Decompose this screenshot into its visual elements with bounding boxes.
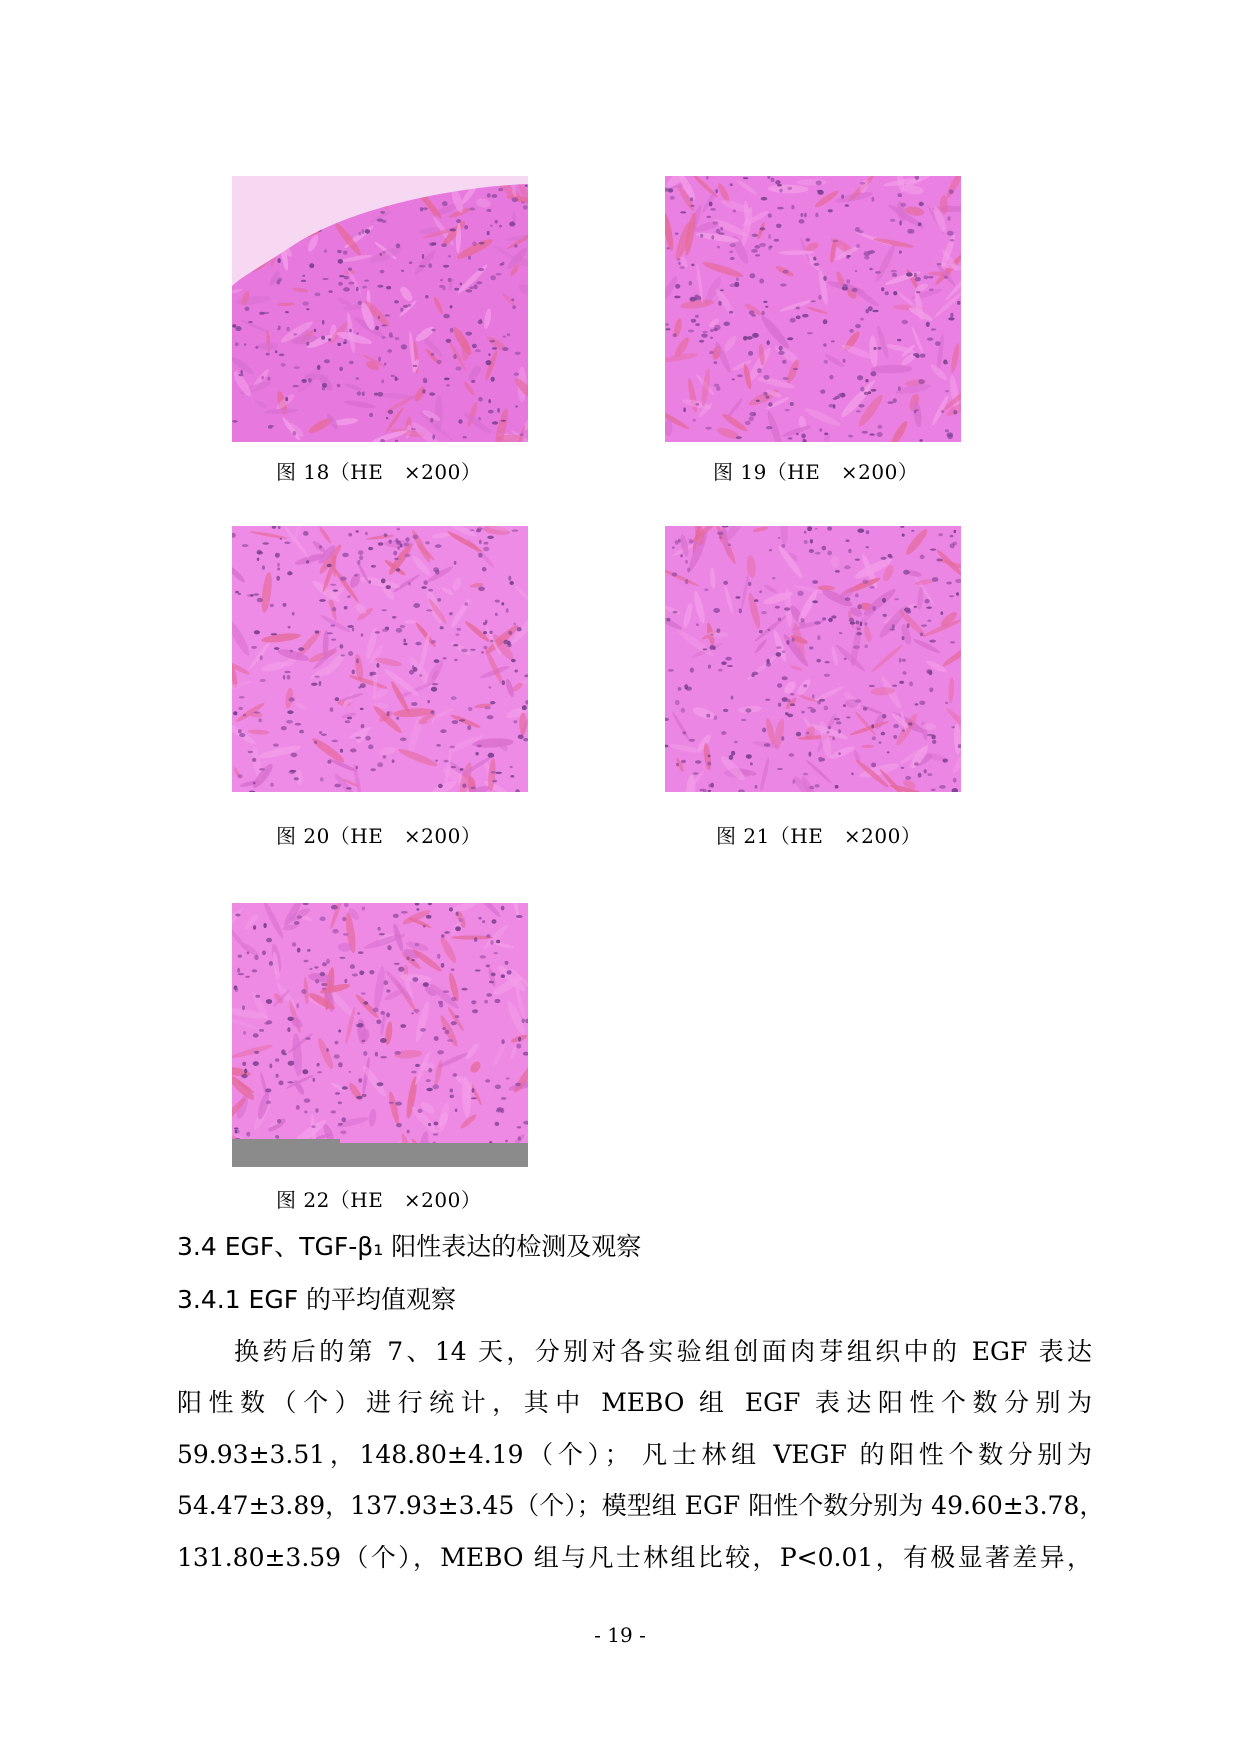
tissue-texture xyxy=(665,526,961,792)
paragraph-line: 换药后的第 7、14 天，分别对各实验组创面肉芽组织中的 EGF 表达 xyxy=(234,1337,1092,1366)
paragraph-line: 54.47±3.89，137.93±3.45（个）；模型组 EGF 阳性个数分别为 49.60±3.78， xyxy=(177,1491,1105,1520)
paragraph-line: 131.80±3.59（个），MEBO 组与凡士林组比较，P<0.01，有极显著差异， xyxy=(177,1543,1092,1572)
micrograph-fig-19 xyxy=(665,176,961,442)
paragraph-line: 59.93±3.51，148.80±4.19（个）； 凡士林组 VEGF 的阳性个数分别为 xyxy=(177,1440,1092,1469)
figure-caption-22: 图 22（HE ×200） xyxy=(276,1188,482,1212)
figure-caption-18: 图 18（HE ×200） xyxy=(276,460,482,484)
section-heading: 3.4 EGF、TGF-β₁ 阳性表达的检测及观察 xyxy=(177,1232,642,1261)
subsection-heading: 3.4.1 EGF 的平均值观察 xyxy=(177,1285,457,1314)
figure-caption-20: 图 20（HE ×200） xyxy=(276,824,482,848)
tissue-texture xyxy=(232,176,528,442)
micrograph-fig-21 xyxy=(665,526,961,792)
figure-caption-19: 图 19（HE ×200） xyxy=(713,460,919,484)
tissue-texture xyxy=(665,176,961,442)
tissue-texture xyxy=(232,526,528,792)
tissue-texture xyxy=(232,903,528,1167)
micrograph-fig-20 xyxy=(232,526,528,792)
micrograph-fig-22 xyxy=(232,903,528,1167)
figure-caption-21: 图 21（HE ×200） xyxy=(716,824,922,848)
paragraph-line: 阳性数（个）进行统计，其中 MEBO 组 EGF 表达阳性个数分别为 xyxy=(177,1388,1092,1417)
micrograph-fig-18 xyxy=(232,176,528,442)
page-number: - 19 - xyxy=(594,1623,646,1647)
